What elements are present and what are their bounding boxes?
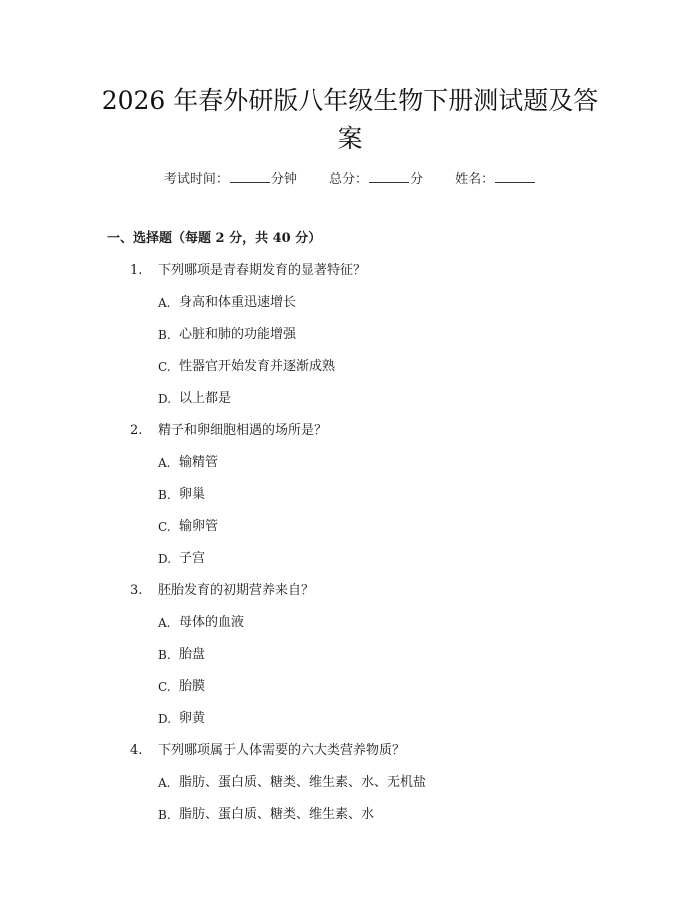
document-title: 2026 年春外研版八年级生物下册测试题及答案 (101, 86, 599, 153)
option-letter: A. (158, 296, 171, 310)
question-text: 下列哪项属于人体需要的六大类营养物质？ (158, 743, 406, 758)
option-text: 卵黄 (179, 711, 206, 726)
option-list (0, 614, 700, 742)
question-stem (0, 422, 700, 454)
option-text: 身高和体重迅速增长 (179, 295, 297, 310)
question-item (0, 742, 700, 838)
option-item (0, 358, 700, 390)
option-item (0, 326, 700, 358)
option-letter: A. (158, 456, 171, 470)
question-text: 精子和卵细胞相遇的场所是？ (158, 423, 328, 438)
option-item (0, 294, 700, 326)
question-number: 2. (130, 423, 143, 438)
question-list (0, 262, 700, 838)
option-letter: C. (158, 680, 171, 694)
option-item (0, 710, 700, 742)
option-text: 胎膜 (179, 679, 206, 694)
exam-time-label: 考试时间： (163, 172, 229, 187)
option-text: 胎盘 (179, 647, 206, 662)
question-text: 胚胎发育的初期营养来自？ (158, 583, 315, 598)
option-item (0, 806, 700, 838)
option-text: 脂肪、蛋白质、糖类、维生素、水、无机盐 (179, 775, 427, 790)
question-item (0, 582, 700, 742)
option-letter: A. (158, 616, 171, 630)
exam-time-unit: 分钟 (270, 172, 297, 187)
option-item (0, 550, 700, 582)
question-item (0, 422, 700, 582)
option-text: 输精管 (179, 455, 219, 470)
student-name-label: 姓名： (455, 172, 495, 187)
option-text: 输卵管 (179, 519, 219, 534)
option-text: 母体的血液 (179, 615, 245, 630)
option-letter: B. (158, 808, 171, 822)
option-list (0, 294, 700, 422)
question-stem (0, 742, 700, 774)
question-number: 3. (130, 583, 143, 598)
total-score-field (329, 170, 423, 189)
option-text: 心脏和肺的功能增强 (179, 327, 297, 342)
option-list (0, 454, 700, 582)
option-item (0, 390, 700, 422)
option-item (0, 646, 700, 678)
option-list (0, 774, 700, 838)
question-stem (0, 262, 700, 294)
option-item (0, 614, 700, 646)
option-text: 脂肪、蛋白质、糖类、维生素、水 (179, 807, 375, 822)
option-letter: D. (158, 552, 172, 566)
student-name-field (455, 170, 536, 189)
option-text: 性器官开始发育并逐渐成熟 (179, 359, 336, 374)
question-number: 1. (130, 263, 143, 278)
question-item (0, 262, 700, 422)
question-text: 下列哪项是青春期发育的显著特征？ (158, 263, 367, 278)
option-letter: B. (158, 648, 171, 662)
option-letter: B. (158, 328, 171, 342)
option-text: 子宫 (179, 551, 206, 566)
exam-meta-line (0, 170, 700, 189)
option-letter: B. (158, 488, 171, 502)
question-stem (0, 582, 700, 614)
option-item (0, 678, 700, 710)
option-item (0, 518, 700, 550)
option-letter: C. (158, 360, 171, 374)
total-score-blank (369, 170, 409, 183)
exam-time-blank (230, 170, 270, 183)
option-letter: D. (158, 712, 172, 726)
option-item (0, 774, 700, 806)
option-item (0, 486, 700, 518)
total-score-unit: 分 (410, 172, 424, 187)
section-title: 一、选择题（每题 2 分，共 40 分） (107, 231, 322, 246)
student-name-blank (495, 170, 535, 183)
option-item (0, 454, 700, 486)
option-text: 卵巢 (179, 487, 206, 502)
option-letter: C. (158, 520, 171, 534)
option-text: 以上都是 (179, 391, 232, 406)
option-letter: A. (158, 776, 171, 790)
option-letter: D. (158, 392, 172, 406)
question-number: 4. (130, 743, 143, 758)
exam-time-field (164, 170, 297, 189)
total-score-label: 总分： (328, 172, 368, 187)
